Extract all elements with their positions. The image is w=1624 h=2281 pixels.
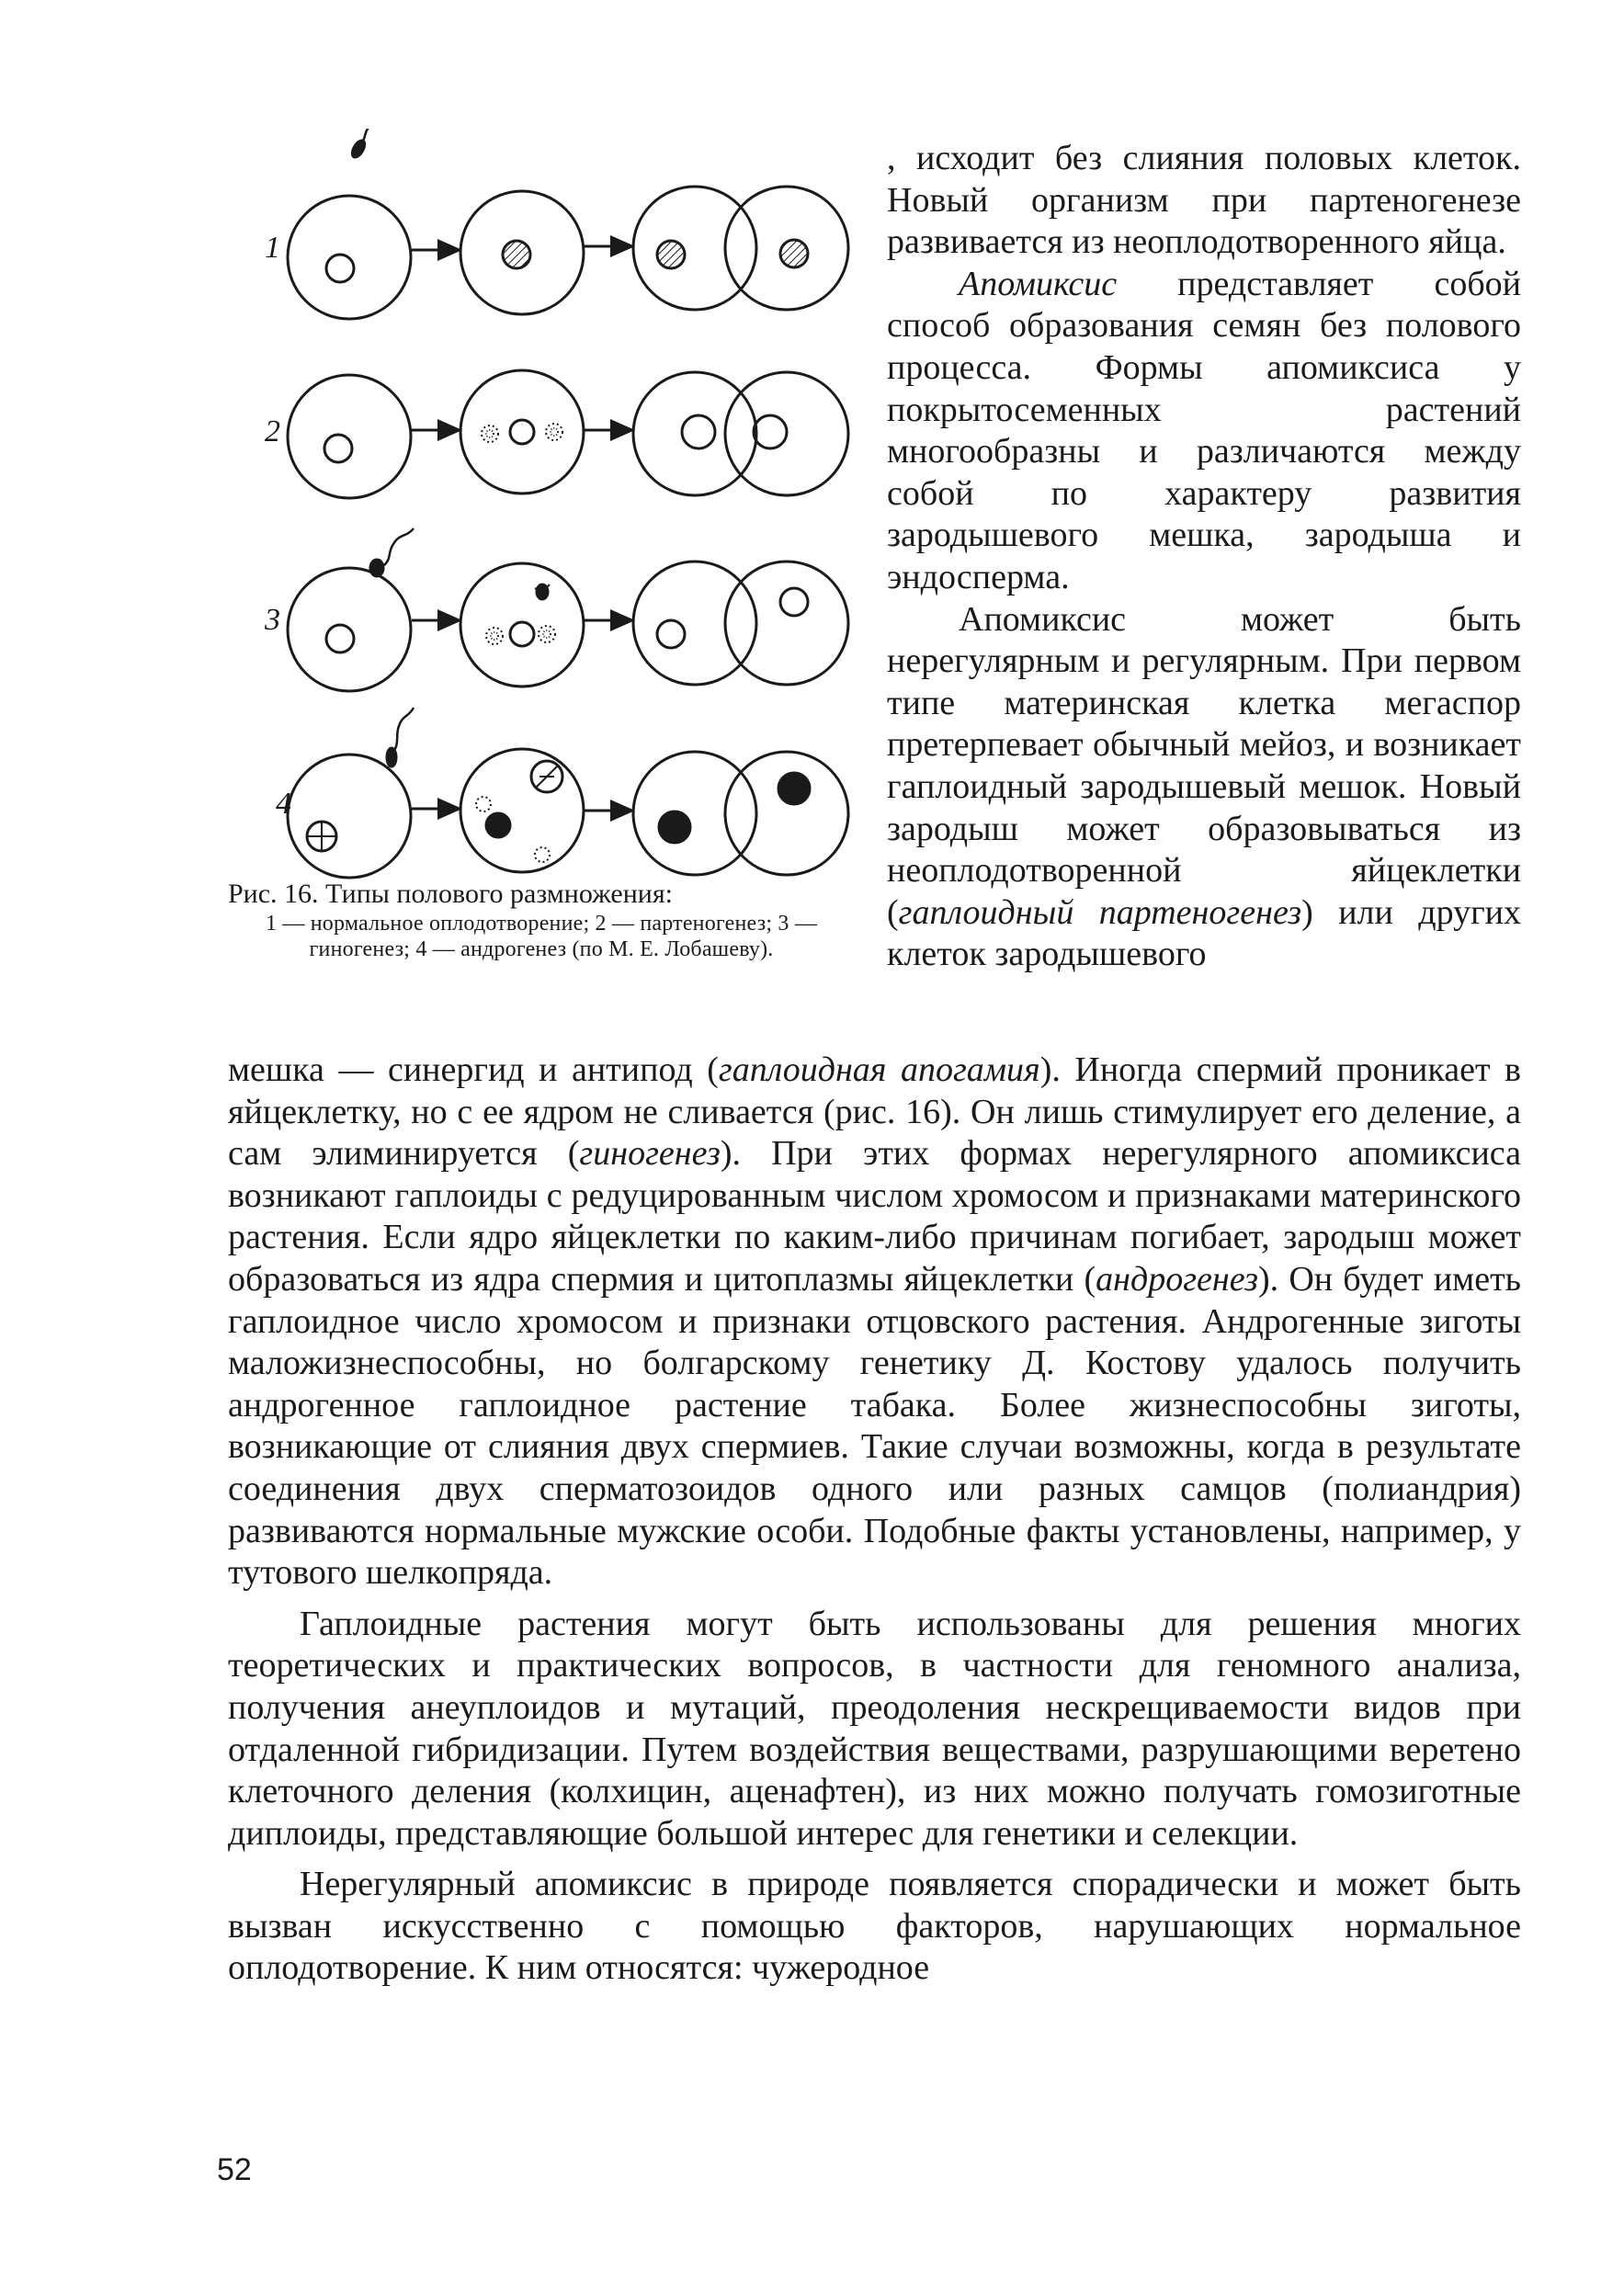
row-label-2: 2: [265, 414, 280, 448]
row-label-3: 3: [265, 603, 280, 637]
right-column-text: [887, 138, 1521, 976]
figure-16: [230, 129, 855, 882]
emphasized-term: гаплоидная апогамия: [718, 1050, 1040, 1089]
emphasized-term: гиногенез: [579, 1134, 721, 1174]
figure-16-drawing: [230, 129, 855, 882]
figure-caption: [228, 878, 855, 962]
emphasized-term: андрогенез: [1096, 1259, 1258, 1299]
row-2-parthenogenesis: [288, 370, 848, 498]
text-run: ). Иногда спермий проникает в яйцеклетку, но с ее ядром не сливается (рис. 16). Он лишь стимулирует его деление, а сам элиминируется (: [228, 1050, 1522, 1174]
row-1-normal-fertilization: [288, 129, 848, 319]
paragraph-apomixis-types: [887, 599, 1521, 976]
paragraph-haploid-apogamy: [228, 1050, 1521, 1594]
main-text: [228, 1050, 1521, 1990]
figure-caption-body: 1 — нормальное оплодотворение; 2 — партеногенез; 3 — гиногенез; 4 — андрогенез (по М. Е. Лобашеву).: [265, 912, 818, 961]
text-run: , исходит без слияния половых клеток. Новый организм при партеногенезе развивается из неоплодотворенного яйца.: [887, 139, 1521, 262]
text-run: ). При этих формах нерегулярного апомиксиса возникают гаплоиды с редуцированным числом хромосом и признаками материнского растения. Если ядро яйцеклетки по каким-либо причинам погибает, зародыш может образоваться из ядра спермия и цитоплазмы яйцеклетки (: [228, 1134, 1522, 1299]
text-run: Гаплоидные растения могут быть использованы для решения многих теоретических и практических вопросов, в частности для геномного анализа, получения анеуплоидов и мутаций, преодоления нескрещиваемости видов при отдаленной гибридизации. Путем воздействия веществами, разрушающими веретено клеточного деления (колхицин, аценафтен), из них можно получать гомозиготные диплоиды, представляющие большой интерес для генетики и селекции.: [228, 1604, 1521, 1853]
row-label-4: 4: [276, 787, 291, 821]
row-3-gynogenesis: [288, 528, 848, 691]
row-label-1: 1: [265, 231, 280, 265]
figure-caption-title: Рис. 16. Типы полового размножения:: [228, 879, 673, 909]
text-run: ). Он будет иметь гаплоидное число хромосом и признаки отцовского растения. Андрогенные зиготы маложизнеспособны, но болгарскому генетику Д. Костову удалось получить андрогенное гаплоидное растение табака. Более жизнеспособны зиготы, возникающие от слияния двух спермиев. Такие случаи возможны, когда в результате соединения двух сперматозоидов одного или разных самцов (полиандрия) развиваются нормальные мужские особи. Подобные факты установлены, например, у тутового шелкопряда.: [228, 1259, 1521, 1593]
text-run: представляет собой способ образования семян без полового процесса. Формы апомиксиса у покрытосеменных растений многообразны и различаются между собой по характеру развития зародышевого мешка, зародыша и эндосперма.: [887, 264, 1521, 596]
paragraph-apomixis-definition: [887, 264, 1521, 599]
paragraph-irregular-apomixis: [228, 1864, 1521, 1990]
paragraph-haploid-plants: [228, 1604, 1521, 1855]
text-run: Апомиксис может быть нерегулярным и регулярным. При первом типе материнская клетка мегаспор претерпевает обычный мейоз, и возникает гаплоидный зародышевый мешок. Новый зародыш может образовываться из неоплодотворенной яйцеклетки (: [887, 599, 1521, 932]
page-number: 52: [217, 2152, 252, 2187]
text-run: мешка — синергид и антипод (: [228, 1050, 719, 1089]
paragraph-parthenogenesis-end: [887, 138, 1521, 264]
emphasized-term: Апомиксис: [959, 264, 1118, 303]
text-run: Нерегулярный апомиксис в природе появляется спорадически и может быть вызван искусственно с помощью факторов, нарушающих нормальное оплодотворение. К ним относятся: чужеродное: [228, 1865, 1521, 1988]
text-run: ) или других клеток зародышевого: [887, 892, 1522, 974]
row-4-androgenesis: [288, 708, 848, 878]
emphasized-term: гаплоидный партеногенез: [898, 892, 1302, 932]
